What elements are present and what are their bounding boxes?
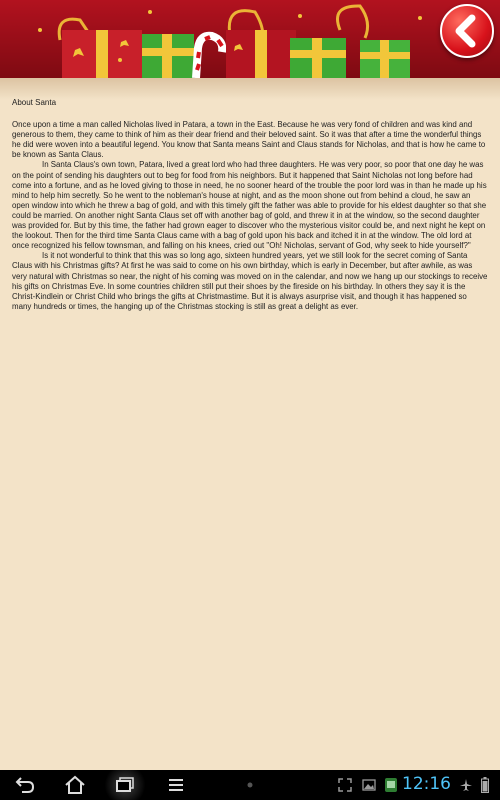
nav-recent-apps-icon <box>114 776 136 794</box>
nav-home-icon <box>64 775 86 795</box>
nav-menu-button[interactable] <box>163 770 189 800</box>
screenshot-notification[interactable] <box>336 770 354 800</box>
airplane-mode-indicator <box>458 770 474 800</box>
christmas-gifts-banner <box>0 0 500 78</box>
nav-menu-icon <box>168 778 184 792</box>
article-paragraph-2: In Santa Claus's own town, Patara, lived a great lord who had three daughters. He was very poor, so poor that one day he was on the point of sending his daughters out to beg for food from his neighbors. But it happened that Saint Nicholas not long before had come into a fortune, and as he loved giving to those in need, he no sooner heard of the trouble the poor lord was in than he made up his mind to help him secretly. So he went to the nobleman's house at night, and as the moon shone out from behind a cloud, he saw an open window into which he threw a bag of gold, and with this timely gift the father was able to provide for his eldest daughter so that she could be married. On another night Santa Claus set off with another bag of gold, and threw it in at the window, so the second daughter was provided for. But by this time, the father had grown eager to discover who the mysterious visitor could be, and next night he kept on the lookout. Then for the third time Santa Claus came with a bag of gold upon his back and itched it in at the window. The old lord at once recognized his fellow townsman, and falling on his knees, cried out "Oh! Nicholas, servant of God, why seek to hide yourself?" <box>12 160 487 251</box>
screenshot-icon <box>338 778 352 792</box>
back-arrow-icon <box>442 6 492 56</box>
gallery-icon <box>362 778 376 792</box>
header-banner <box>0 0 500 78</box>
system-navigation-bar <box>0 770 500 800</box>
status-clock: 12:16 <box>402 774 451 794</box>
gallery-notification[interactable] <box>360 770 378 800</box>
article-content <box>12 98 488 312</box>
app-notification-icon <box>384 777 398 793</box>
battery-icon <box>481 777 489 793</box>
page-title: About Santa <box>12 98 57 107</box>
header-shadow <box>0 78 500 100</box>
article-paragraph-3: Is it not wonderful to think that this was so long ago, sixteen hundred years, yet we still look for the secret coming of Santa Claus with his Christmas gifts? At first he was said to come on his own birthday, which is early in December, but after awhile, as was very natural with Christmas so near, the night of his coming was moved on in the calendar, and now we hang up our stockings to receive his gifts on Christmas Eve. In some countries children still put their shoes by the fireside on his birthday. In others they say it is the Christ-Kindlein or Christ Child who brings the gifts at Christmastime. But it is always asurprise visit, and though it has happened so many hundreds or times, the hanging up of the Christmas stocking is still as great a delight as ever. <box>12 251 488 311</box>
back-button[interactable] <box>440 4 494 58</box>
app-notification[interactable] <box>382 770 400 800</box>
article-paragraph-1: Once upon a time a man called Nicholas lived in Patara, a town in the East. Because he was very fond of children and was kind and generous to them, they came to think of him as their dear friend and their beloved saint. So it was that after a time the wonderful things he did were woven into a beautiful legend. You know that Santa means Saint and Claus stands for Nicholas, and that is how he came to be known as Santa Claus. <box>12 120 486 160</box>
nav-recent-apps-button[interactable] <box>100 770 150 800</box>
nav-back-icon <box>14 776 36 794</box>
airplane-mode-icon <box>459 778 473 792</box>
page-indicator-dot <box>244 770 256 800</box>
nav-home-button[interactable] <box>60 770 90 800</box>
battery-indicator <box>478 770 492 800</box>
nav-back-button[interactable] <box>10 770 40 800</box>
